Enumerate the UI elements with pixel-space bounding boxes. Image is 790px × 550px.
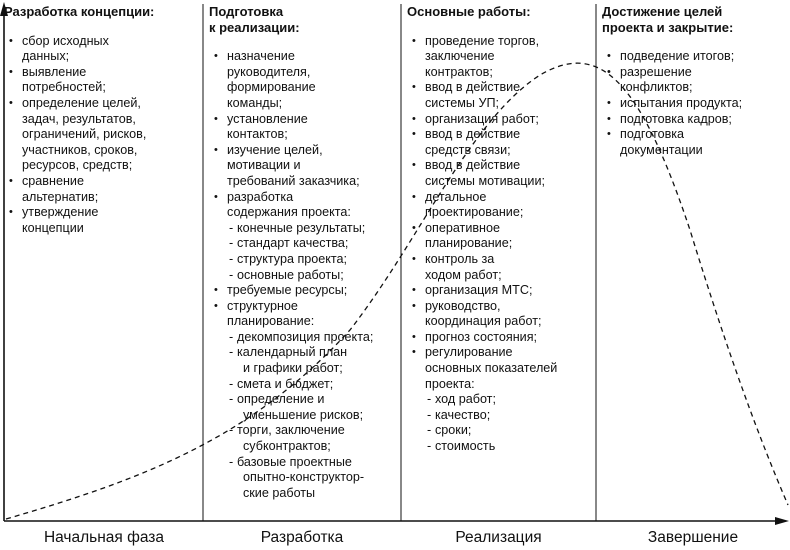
list-item: • оперативное — [407, 221, 597, 237]
sub-list-item: - стоимость — [407, 439, 597, 455]
list-item: задач, результатов, — [22, 111, 136, 126]
column-title: Подготовка к реализации: — [209, 4, 300, 35]
list-item: формирование — [227, 80, 316, 95]
list-item: ограничений, рисков, — [22, 127, 147, 142]
list-item: требований заказчика; — [227, 173, 360, 188]
phase-label-initial: Начальная фаза — [43, 529, 165, 546]
list-item: координация работ; — [425, 314, 542, 329]
list-item: основных показателей — [425, 361, 558, 376]
list-item: • определение целей, — [4, 96, 200, 112]
sub-list-item: - календарный план — [209, 345, 401, 361]
column-main-work — [407, 4, 597, 455]
list-item: • подготовка — [602, 127, 790, 143]
list-item: • выявление — [4, 65, 200, 81]
list-item: средств связи; — [425, 142, 511, 157]
column-title: Основные работы: — [407, 4, 531, 19]
list-item: • подведение итогов; — [602, 49, 790, 65]
list-item: руководителя, — [227, 64, 311, 79]
column-list — [209, 49, 401, 501]
list-item: контрактов; — [425, 64, 493, 79]
sub-list-item: - сроки; — [407, 423, 597, 439]
list-item: • установление — [209, 112, 401, 128]
list-item: планирование; — [425, 236, 513, 251]
list-item: мотивации и — [227, 158, 301, 173]
column-preparation — [209, 4, 401, 501]
list-item: • ввод в действие — [407, 80, 597, 96]
sub-list-item: - основные работы; — [209, 268, 401, 284]
list-item: • регулирование — [407, 345, 597, 361]
list-item: альтернатив; — [22, 189, 99, 204]
list-item: • разработка — [209, 190, 401, 206]
list-item: • подготовка кадров; — [602, 112, 790, 128]
column-list — [407, 34, 597, 455]
list-item: • утверждение — [4, 205, 200, 221]
list-item: ресурсов, средств; — [22, 158, 133, 173]
list-item: • ввод в действие — [407, 158, 597, 174]
column-closure — [602, 4, 790, 158]
list-item: системы мотивации; — [425, 173, 545, 188]
sub-list-item: и графики работ; — [243, 361, 343, 376]
list-item: содержания проекта: — [227, 205, 351, 220]
list-item: • сравнение — [4, 174, 200, 190]
list-item: • проведение торгов, — [407, 34, 597, 50]
phase-label-completion: Завершение — [647, 529, 739, 546]
phase-label-implementation: Реализация — [455, 529, 542, 546]
list-item: • прогноз состояния; — [407, 330, 597, 346]
column-title: Достижение целей проекта и закрытие: — [602, 4, 734, 35]
sub-list-item: - смета и бюджет; — [209, 377, 401, 393]
column-concept — [4, 4, 200, 236]
list-item: • изучение целей, — [209, 143, 401, 159]
list-item: • разрешение — [602, 65, 790, 81]
sub-list-item: - ход работ; — [407, 392, 597, 408]
list-item: • требуемые ресурсы; — [209, 283, 401, 299]
list-item: потребностей; — [22, 80, 106, 95]
list-item: участников, сроков, — [22, 142, 138, 157]
column-list — [4, 34, 200, 237]
list-item: • детальное — [407, 190, 597, 206]
list-item: • сбор исходных — [4, 34, 200, 50]
list-item: команды; — [227, 95, 283, 110]
column-list — [602, 49, 790, 158]
list-item: • организация МТС; — [407, 283, 597, 299]
list-item: системы УП; — [425, 95, 500, 110]
sub-list-item: - структура проекта; — [209, 252, 401, 268]
list-item: • структурное — [209, 299, 401, 315]
list-item: • назначение — [209, 49, 401, 65]
list-item: контактов; — [227, 127, 288, 142]
column-title: Разработка концепции: — [4, 4, 155, 19]
list-item: проекта: — [425, 376, 475, 391]
list-item: планирование: — [227, 314, 315, 329]
sub-list-item: субконтрактов; — [243, 439, 331, 454]
sub-list-item: - конечные результаты; — [209, 221, 401, 237]
list-item: • контроль за — [407, 252, 597, 268]
list-item: конфликтов; — [620, 80, 693, 95]
phase-label-development: Разработка — [260, 529, 344, 546]
sub-list-item: опытно-конструктор- — [243, 470, 365, 485]
sub-list-item: - базовые проектные — [209, 455, 401, 471]
sub-list-item: ские работы — [243, 485, 316, 500]
sub-list-item: - стандарт качества; — [209, 236, 401, 252]
sub-list-item: - определение и — [209, 392, 401, 408]
sub-list-item: уменьшение рисков; — [243, 407, 364, 422]
list-item: ходом работ; — [425, 267, 502, 282]
sub-list-item: - торги, заключение — [209, 423, 401, 439]
list-item: документации — [620, 142, 703, 157]
sub-list-item: - декомпозиция проекта; — [209, 330, 401, 346]
list-item: • испытания продукта; — [602, 96, 790, 112]
sub-list-item: - качество; — [407, 408, 597, 424]
list-item: проектирование; — [425, 205, 524, 220]
list-item: • организация работ; — [407, 112, 597, 128]
list-item: данных; — [22, 49, 70, 64]
list-item: • ввод в действие — [407, 127, 597, 143]
list-item: концепции — [22, 220, 84, 235]
x-axis-arrow — [775, 517, 789, 525]
list-item: • руководство, — [407, 299, 597, 315]
list-item: заключение — [425, 49, 495, 64]
